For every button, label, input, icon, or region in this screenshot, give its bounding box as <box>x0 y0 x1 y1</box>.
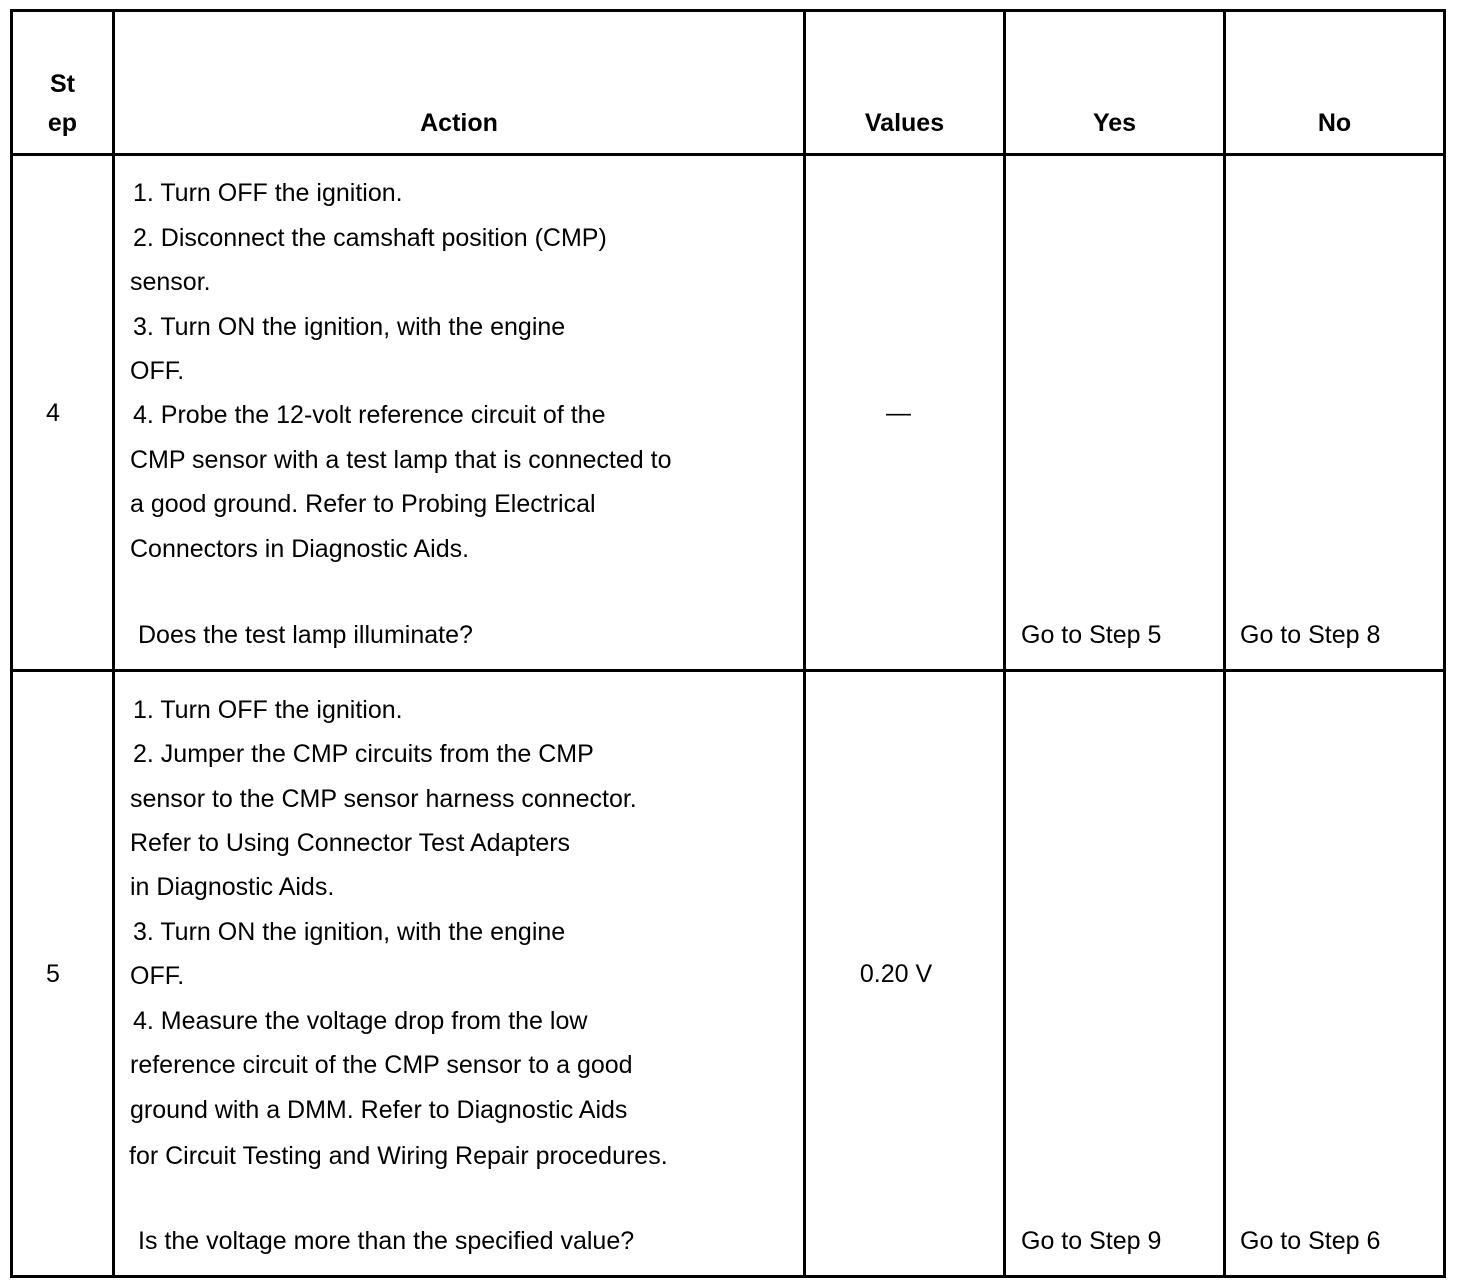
action-line: CMP sensor with a test lamp that is connected to <box>130 446 672 474</box>
header-action: Action <box>420 109 498 137</box>
header-yes: Yes <box>1092 109 1137 137</box>
header-step-line2: ep <box>47 109 78 137</box>
action-line: Refer to Using Connector Test Adapters <box>130 829 571 857</box>
action-line: 2. Disconnect the camshaft position (CMP) <box>133 224 607 252</box>
column-divider-yes <box>1223 9 1226 1278</box>
table-border-left <box>10 9 13 1278</box>
action-line: Connectors in Diagnostic Aids. <box>130 535 470 563</box>
yes-cell: Go to Step 9 <box>1021 1227 1162 1255</box>
header-values: Values <box>864 109 945 137</box>
action-line: a good ground. Refer to Probing Electrical <box>130 490 596 518</box>
action-line: reference circuit of the CMP sensor to a good <box>130 1051 633 1079</box>
action-line: ground with a DMM. Refer to Diagnostic Aids <box>130 1096 628 1124</box>
action-line: 4. Measure the voltage drop from the low <box>133 1007 588 1035</box>
action-question: Is the voltage more than the specified value? <box>138 1227 635 1255</box>
column-divider-step <box>112 9 115 1278</box>
column-divider-values <box>1003 9 1006 1278</box>
action-line: OFF. <box>130 962 185 990</box>
header-no: No <box>1317 109 1352 137</box>
step-number: 5 <box>46 960 60 988</box>
action-line: 4. Probe the 12-volt reference circuit of the <box>133 401 606 429</box>
action-line: OFF. <box>130 357 185 385</box>
action-line: in Diagnostic Aids. <box>130 873 335 901</box>
action-line: 3. Turn ON the ignition, with the engine <box>133 918 566 946</box>
yes-cell: Go to Step 5 <box>1021 621 1162 649</box>
action-line: for Circuit Testing and Wiring Repair procedures. <box>129 1142 668 1170</box>
action-line: 1. Turn OFF the ignition. <box>133 696 403 724</box>
value-cell: 0.20 V <box>859 960 933 988</box>
action-line: sensor. <box>130 268 211 296</box>
column-divider-action <box>803 9 806 1278</box>
value-cell: — <box>886 399 911 427</box>
action-line: 1. Turn OFF the ignition. <box>133 179 403 207</box>
no-cell: Go to Step 6 <box>1240 1227 1381 1255</box>
header-step-line1: St <box>50 70 75 98</box>
action-line: sensor to the CMP sensor harness connector. <box>130 785 637 813</box>
table-border-right <box>1443 9 1446 1278</box>
action-question: Does the test lamp illuminate? <box>138 621 473 649</box>
table-border-bottom <box>10 1275 1446 1278</box>
header-divider <box>10 153 1446 156</box>
diagnostic-table <box>10 9 1446 1278</box>
step-number: 4 <box>46 399 60 427</box>
action-line: 3. Turn ON the ignition, with the engine <box>133 313 566 341</box>
row-divider <box>10 669 1446 672</box>
no-cell: Go to Step 8 <box>1240 621 1381 649</box>
action-line: 2. Jumper the CMP circuits from the CMP <box>133 740 594 768</box>
table-border-top <box>10 9 1446 12</box>
